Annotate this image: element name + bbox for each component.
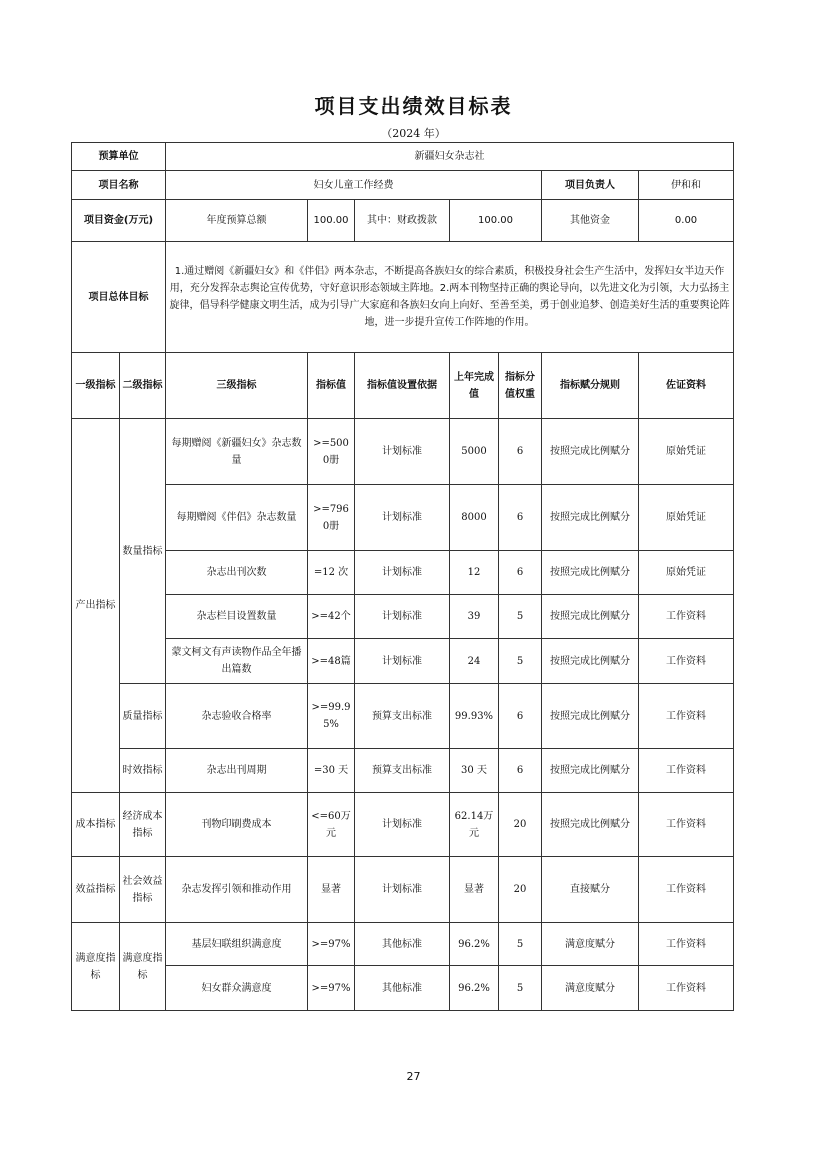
weight-cell: 20 — [499, 857, 542, 923]
level3-cell: 杂志发挥引领和推动作用 — [166, 857, 308, 923]
level3-cell: 蒙文柯文有声读物作品全年播出篇数 — [166, 639, 308, 684]
rule-cell: 按照完成比例赋分 — [542, 749, 639, 793]
rule-cell: 按照完成比例赋分 — [542, 793, 639, 857]
table-row — [72, 684, 734, 749]
basis-cell: 计划标准 — [355, 857, 450, 923]
page-title: 项目支出绩效目标表 — [314, 94, 513, 118]
evidence-cell: 工作资料 — [639, 923, 734, 966]
performance-target-table — [71, 142, 734, 1011]
weight-cell: 20 — [499, 793, 542, 857]
evidence-cell: 工作资料 — [639, 966, 734, 1011]
table-row — [72, 551, 734, 595]
basis-cell: 预算支出标准 — [355, 684, 450, 749]
project-leader-value: 伊和和 — [639, 171, 734, 200]
rule-cell: 按照完成比例赋分 — [542, 595, 639, 639]
value-cell: >=7960册 — [308, 485, 355, 551]
weight-cell: 6 — [499, 749, 542, 793]
table-row — [72, 923, 734, 966]
value-cell: =12 次 — [308, 551, 355, 595]
col-header-prev: 上年完成值 — [450, 353, 499, 419]
evidence-cell: 工作资料 — [639, 684, 734, 749]
overall-goal-label: 项目总体目标 — [72, 242, 166, 353]
col-header-level2: 二级指标 — [120, 353, 166, 419]
level3-cell: 每期赠阅《伴侣》杂志数量 — [166, 485, 308, 551]
table-row — [72, 857, 734, 923]
other-funds-value: 0.00 — [639, 200, 734, 242]
basis-cell: 计划标准 — [355, 551, 450, 595]
value-cell: >=5000册 — [308, 419, 355, 485]
col-header-level3: 三级指标 — [166, 353, 308, 419]
level2-quantity: 数量指标 — [120, 419, 166, 684]
value-cell: >=48篇 — [308, 639, 355, 684]
rule-cell: 按照完成比例赋分 — [542, 551, 639, 595]
level3-cell: 基层妇联组织满意度 — [166, 923, 308, 966]
prev-cell: 5000 — [450, 419, 499, 485]
value-cell: >=97% — [308, 966, 355, 1011]
basis-cell: 计划标准 — [355, 639, 450, 684]
table-row — [72, 639, 734, 684]
level3-cell: 每期赠阅《新疆妇女》杂志数量 — [166, 419, 308, 485]
level1-benefit: 效益指标 — [72, 857, 120, 923]
fiscal-funds-value: 100.00 — [450, 200, 542, 242]
basis-cell: 预算支出标准 — [355, 749, 450, 793]
budget-unit-value: 新疆妇女杂志社 — [166, 143, 734, 171]
prev-cell: 24 — [450, 639, 499, 684]
evidence-cell: 工作资料 — [639, 749, 734, 793]
basis-cell: 计划标准 — [355, 419, 450, 485]
table-row — [72, 966, 734, 1011]
level3-cell: 妇女群众满意度 — [166, 966, 308, 1011]
level1-output: 产出指标 — [72, 419, 120, 793]
weight-cell: 6 — [499, 419, 542, 485]
basis-cell: 计划标准 — [355, 793, 450, 857]
col-header-rule: 指标赋分规则 — [542, 353, 639, 419]
level2-quality: 质量指标 — [120, 684, 166, 749]
table-row — [72, 595, 734, 639]
level2-timeliness: 时效指标 — [120, 749, 166, 793]
level3-cell: 杂志验收合格率 — [166, 684, 308, 749]
evidence-cell: 工作资料 — [639, 857, 734, 923]
col-header-level1: 一级指标 — [72, 353, 120, 419]
rule-cell: 按照完成比例赋分 — [542, 485, 639, 551]
rule-cell: 满意度赋分 — [542, 966, 639, 1011]
value-cell: >=97% — [308, 923, 355, 966]
level1-satisfaction: 满意度指标 — [72, 923, 120, 1011]
level3-cell: 杂志栏目设置数量 — [166, 595, 308, 639]
basis-cell: 计划标准 — [355, 595, 450, 639]
budget-unit-label: 预算单位 — [72, 143, 166, 171]
prev-cell: 30 天 — [450, 749, 499, 793]
col-header-basis: 指标值设置依据 — [355, 353, 450, 419]
evidence-cell: 工作资料 — [639, 595, 734, 639]
basis-cell: 计划标准 — [355, 485, 450, 551]
project-name-value: 妇女儿童工作经费 — [166, 171, 542, 200]
weight-cell: 5 — [499, 595, 542, 639]
prev-cell: 8000 — [450, 485, 499, 551]
overall-goal-text: 1.通过赠阅《新疆妇女》和《伴侣》两本杂志，不断提高各族妇女的综合素质，积极投身社会生产生活中，发挥妇女半边天作用，充分发挥杂志舆论宣传优势，守好意识形态领域主阵地。2.两本刊物坚持正确的舆论导向，以先进文化为引领，大力弘扬主旋律，倡导科学健康文明生活，成为引导广大家庭和各族妇女向上向好、至善至美，勇于创业追梦、创造美好生活的重要舆论阵地，进一步提升宣传工作阵地的作用。 — [166, 242, 734, 353]
weight-cell: 5 — [499, 639, 542, 684]
weight-cell: 5 — [499, 966, 542, 1011]
level3-cell: 杂志出刊周期 — [166, 749, 308, 793]
prev-cell: 显著 — [450, 857, 499, 923]
level2-satisfaction: 满意度指标 — [120, 923, 166, 1011]
prev-cell: 96.2% — [450, 966, 499, 1011]
value-cell: >=42个 — [308, 595, 355, 639]
col-header-evidence: 佐证资料 — [639, 353, 734, 419]
basis-cell: 其他标准 — [355, 966, 450, 1011]
annual-budget-label: 年度预算总额 — [166, 200, 308, 242]
table-row — [72, 485, 734, 551]
prev-cell: 39 — [450, 595, 499, 639]
prev-cell: 99.93% — [450, 684, 499, 749]
weight-cell: 6 — [499, 684, 542, 749]
rule-cell: 按照完成比例赋分 — [542, 684, 639, 749]
rule-cell: 按照完成比例赋分 — [542, 419, 639, 485]
year-label: （2024 年） — [381, 127, 446, 140]
weight-cell: 6 — [499, 485, 542, 551]
col-header-value: 指标值 — [308, 353, 355, 419]
value-cell: 显著 — [308, 857, 355, 923]
evidence-cell: 原始凭证 — [639, 485, 734, 551]
evidence-cell: 原始凭证 — [639, 551, 734, 595]
evidence-cell: 工作资料 — [639, 793, 734, 857]
value-cell: <=60万元 — [308, 793, 355, 857]
prev-cell: 62.14万元 — [450, 793, 499, 857]
basis-cell: 其他标准 — [355, 923, 450, 966]
prev-cell: 12 — [450, 551, 499, 595]
rule-cell: 按照完成比例赋分 — [542, 639, 639, 684]
table-row — [72, 749, 734, 793]
fiscal-funds-label: 其中：财政拨款 — [355, 200, 450, 242]
annual-budget-value: 100.00 — [308, 200, 355, 242]
level3-cell: 刊物印刷费成本 — [166, 793, 308, 857]
prev-cell: 96.2% — [450, 923, 499, 966]
level2-economic-cost: 经济成本指标 — [120, 793, 166, 857]
value-cell: =30 天 — [308, 749, 355, 793]
project-leader-label: 项目负责人 — [542, 171, 639, 200]
project-funds-label: 项目资金(万元) — [72, 200, 166, 242]
project-name-label: 项目名称 — [72, 171, 166, 200]
page-number: 27 — [406, 1070, 421, 1083]
evidence-cell: 原始凭证 — [639, 419, 734, 485]
evidence-cell: 工作资料 — [639, 639, 734, 684]
level2-social-benefit: 社会效益指标 — [120, 857, 166, 923]
weight-cell: 6 — [499, 551, 542, 595]
table-row — [72, 793, 734, 857]
rule-cell: 满意度赋分 — [542, 923, 639, 966]
value-cell: >=99.95% — [308, 684, 355, 749]
level3-cell: 杂志出刊次数 — [166, 551, 308, 595]
weight-cell: 5 — [499, 923, 542, 966]
table-row — [72, 419, 734, 485]
rule-cell: 直接赋分 — [542, 857, 639, 923]
level1-cost: 成本指标 — [72, 793, 120, 857]
col-header-weight: 指标分值权重 — [499, 353, 542, 419]
other-funds-label: 其他资金 — [542, 200, 639, 242]
